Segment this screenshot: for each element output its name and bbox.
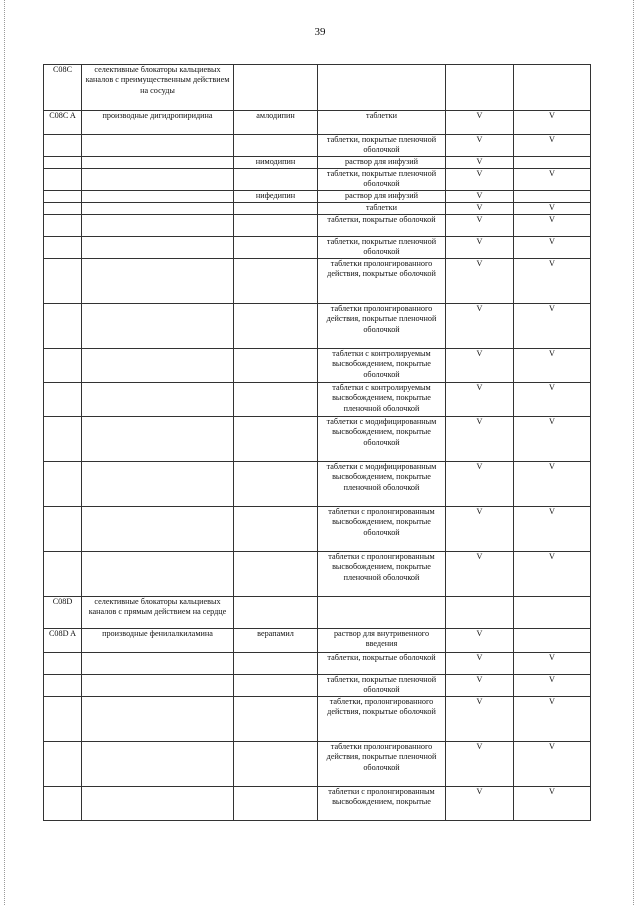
group-description-cell: селективные блокаторы кальциевых каналов с прямым действием на сердце	[82, 597, 234, 629]
mark-column-5-cell: V	[446, 552, 514, 597]
mark-column-5-cell: V	[446, 111, 514, 135]
group-description-cell	[82, 237, 234, 259]
dosage-form-cell: таблетки	[318, 111, 446, 135]
mark-column-6-cell: V	[514, 383, 591, 417]
mark-column-5-cell: V	[446, 417, 514, 462]
drug-name-cell	[234, 507, 318, 552]
mark-column-6-cell	[514, 629, 591, 653]
scan-edge-left	[4, 0, 6, 905]
table-row	[44, 191, 591, 203]
group-description-cell: производные фенилалкиламина	[82, 629, 234, 653]
dosage-form-cell: таблетки, покрытые оболочкой	[318, 215, 446, 237]
table-row	[44, 215, 591, 237]
atc-code-cell: C08D	[44, 597, 82, 629]
mark-column-5-cell: V	[446, 169, 514, 191]
drug-name-cell	[234, 237, 318, 259]
drug-name-cell	[234, 215, 318, 237]
table-row	[44, 111, 591, 135]
dosage-form-cell: раствор для внутривенного введения	[318, 629, 446, 653]
mark-column-6-cell: V	[514, 349, 591, 383]
group-description-cell	[82, 552, 234, 597]
mark-column-5-cell: V	[446, 507, 514, 552]
atc-code-cell	[44, 462, 82, 507]
group-description-cell: производные дигидропиридина	[82, 111, 234, 135]
atc-code-cell	[44, 552, 82, 597]
mark-column-5-cell	[446, 597, 514, 629]
table-row	[44, 157, 591, 169]
atc-code-cell	[44, 237, 82, 259]
table-row	[44, 417, 591, 462]
atc-code-cell	[44, 215, 82, 237]
mark-column-6-cell: V	[514, 203, 591, 215]
table-row	[44, 462, 591, 507]
group-description-cell	[82, 507, 234, 552]
group-description-cell	[82, 742, 234, 787]
table-row	[44, 135, 591, 157]
dosage-form-cell: таблетки с модифицированным высвобождением, покрытые оболочкой	[318, 417, 446, 462]
mark-column-6-cell: V	[514, 237, 591, 259]
drug-name-cell: амлодипин	[234, 111, 318, 135]
group-description-cell	[82, 157, 234, 169]
dosage-form-cell: таблетки, покрытые пленочной оболочкой	[318, 135, 446, 157]
atc-code-cell: C08C	[44, 65, 82, 111]
mark-column-6-cell: V	[514, 111, 591, 135]
mark-column-6-cell: V	[514, 259, 591, 304]
mark-column-6-cell: V	[514, 462, 591, 507]
group-description-cell	[82, 462, 234, 507]
mark-column-5-cell: V	[446, 135, 514, 157]
dosage-form-cell: таблетки с пролонгированным высвобождением, покрытые оболочкой	[318, 507, 446, 552]
group-description-cell	[82, 675, 234, 697]
mark-column-6-cell: V	[514, 135, 591, 157]
atc-code-cell	[44, 383, 82, 417]
group-description-cell	[82, 417, 234, 462]
dosage-form-cell: таблетки пролонгированного действия, покрытые пленочной оболочкой	[318, 304, 446, 349]
dosage-form-cell: таблетки, покрытые пленочной оболочкой	[318, 169, 446, 191]
mark-column-6-cell: V	[514, 552, 591, 597]
atc-code-cell	[44, 675, 82, 697]
atc-code-cell	[44, 157, 82, 169]
mark-column-5-cell: V	[446, 697, 514, 742]
drug-name-cell	[234, 417, 318, 462]
group-description-cell	[82, 259, 234, 304]
atc-code-cell	[44, 203, 82, 215]
mark-column-5-cell: V	[446, 215, 514, 237]
dosage-form-cell	[318, 65, 446, 111]
group-description-cell	[82, 383, 234, 417]
atc-code-cell	[44, 304, 82, 349]
mark-column-6-cell	[514, 597, 591, 629]
table-row	[44, 383, 591, 417]
mark-column-5-cell: V	[446, 462, 514, 507]
dosage-form-cell: таблетки пролонгированного действия, покрытые оболочкой	[318, 259, 446, 304]
drug-name-cell	[234, 349, 318, 383]
group-description-cell	[82, 349, 234, 383]
mark-column-6-cell: V	[514, 787, 591, 821]
table-row	[44, 742, 591, 787]
drug-name-cell	[234, 552, 318, 597]
table-row	[44, 349, 591, 383]
group-description-cell	[82, 215, 234, 237]
atc-code-cell	[44, 742, 82, 787]
mark-column-6-cell: V	[514, 697, 591, 742]
dosage-form-cell: таблетки, покрытые оболочкой	[318, 653, 446, 675]
table-row	[44, 507, 591, 552]
table-row	[44, 675, 591, 697]
drug-name-cell: нифедипин	[234, 191, 318, 203]
drug-name-cell	[234, 653, 318, 675]
mark-column-5-cell: V	[446, 383, 514, 417]
drug-table	[43, 64, 591, 821]
atc-code-cell	[44, 169, 82, 191]
mark-column-6-cell: V	[514, 215, 591, 237]
drug-name-cell: верапамил	[234, 629, 318, 653]
drug-name-cell	[234, 742, 318, 787]
atc-code-cell	[44, 507, 82, 552]
atc-code-cell	[44, 135, 82, 157]
mark-column-6-cell: V	[514, 417, 591, 462]
mark-column-6-cell	[514, 65, 591, 111]
mark-column-5-cell: V	[446, 787, 514, 821]
dosage-form-cell: таблетки, покрытые пленочной оболочкой	[318, 675, 446, 697]
group-description-cell	[82, 304, 234, 349]
group-description-cell	[82, 135, 234, 157]
group-description-cell	[82, 697, 234, 742]
mark-column-6-cell: V	[514, 304, 591, 349]
atc-code-cell	[44, 259, 82, 304]
dosage-form-cell: таблетки с контролируемым высвобождением, покрытые пленочной оболочкой	[318, 383, 446, 417]
drug-name-cell	[234, 597, 318, 629]
drug-name-cell	[234, 787, 318, 821]
mark-column-5-cell: V	[446, 629, 514, 653]
mark-column-5-cell: V	[446, 349, 514, 383]
drug-name-cell	[234, 203, 318, 215]
mark-column-5-cell	[446, 65, 514, 111]
mark-column-5-cell: V	[446, 259, 514, 304]
dosage-form-cell: таблетки, покрытые пленочной оболочкой	[318, 237, 446, 259]
mark-column-6-cell: V	[514, 675, 591, 697]
table-row	[44, 237, 591, 259]
drug-name-cell	[234, 135, 318, 157]
table-row	[44, 597, 591, 629]
group-description-cell	[82, 169, 234, 191]
atc-code-cell	[44, 349, 82, 383]
atc-code-cell: C08D A	[44, 629, 82, 653]
drug-table-body	[44, 65, 591, 821]
mark-column-5-cell: V	[446, 304, 514, 349]
group-description-cell	[82, 787, 234, 821]
dosage-form-cell: таблетки	[318, 203, 446, 215]
drug-name-cell	[234, 697, 318, 742]
mark-column-5-cell: V	[446, 237, 514, 259]
group-description-cell	[82, 203, 234, 215]
table-row	[44, 787, 591, 821]
drug-name-cell	[234, 304, 318, 349]
group-description-cell	[82, 653, 234, 675]
atc-code-cell	[44, 787, 82, 821]
mark-column-5-cell: V	[446, 157, 514, 169]
dosage-form-cell: таблетки пролонгированного действия, покрытые пленочной оболочкой	[318, 742, 446, 787]
mark-column-5-cell: V	[446, 203, 514, 215]
dosage-form-cell: таблетки с пролонгированным высвобождением, покрытые пленочной оболочкой	[318, 552, 446, 597]
dosage-form-cell: таблетки, пролонгированного действия, покрытые оболочкой	[318, 697, 446, 742]
mark-column-6-cell: V	[514, 742, 591, 787]
dosage-form-cell: таблетки с пролонгированным высвобождением, покрытые	[318, 787, 446, 821]
table-row	[44, 552, 591, 597]
drug-name-cell	[234, 259, 318, 304]
table-row	[44, 259, 591, 304]
mark-column-5-cell: V	[446, 191, 514, 203]
drug-name-cell	[234, 462, 318, 507]
group-description-cell	[82, 191, 234, 203]
table-row	[44, 65, 591, 111]
drug-name-cell	[234, 675, 318, 697]
drug-name-cell	[234, 383, 318, 417]
table-row	[44, 653, 591, 675]
table-row	[44, 629, 591, 653]
mark-column-5-cell: V	[446, 675, 514, 697]
dosage-form-cell	[318, 597, 446, 629]
mark-column-5-cell: V	[446, 653, 514, 675]
atc-code-cell	[44, 697, 82, 742]
drug-name-cell	[234, 169, 318, 191]
dosage-form-cell: таблетки с модифицированным высвобождением, покрытые пленочной оболочкой	[318, 462, 446, 507]
atc-code-cell	[44, 191, 82, 203]
table-row	[44, 169, 591, 191]
group-description-cell: селективные блокаторы кальциевых каналов с преимущественным действием на сосуды	[82, 65, 234, 111]
atc-code-cell	[44, 417, 82, 462]
mark-column-6-cell	[514, 191, 591, 203]
atc-code-cell: C08C A	[44, 111, 82, 135]
scan-edge-right	[633, 0, 635, 905]
atc-code-cell	[44, 653, 82, 675]
mark-column-5-cell: V	[446, 742, 514, 787]
table-row	[44, 203, 591, 215]
drug-name-cell: нимодипин	[234, 157, 318, 169]
drug-name-cell	[234, 65, 318, 111]
table-row	[44, 697, 591, 742]
mark-column-6-cell: V	[514, 653, 591, 675]
table-row	[44, 304, 591, 349]
dosage-form-cell: раствор для инфузий	[318, 157, 446, 169]
mark-column-6-cell: V	[514, 507, 591, 552]
dosage-form-cell: раствор для инфузий	[318, 191, 446, 203]
dosage-form-cell: таблетки с контролируемым высвобождением, покрытые оболочкой	[318, 349, 446, 383]
mark-column-6-cell: V	[514, 169, 591, 191]
page-number: 39	[314, 26, 326, 38]
mark-column-6-cell	[514, 157, 591, 169]
